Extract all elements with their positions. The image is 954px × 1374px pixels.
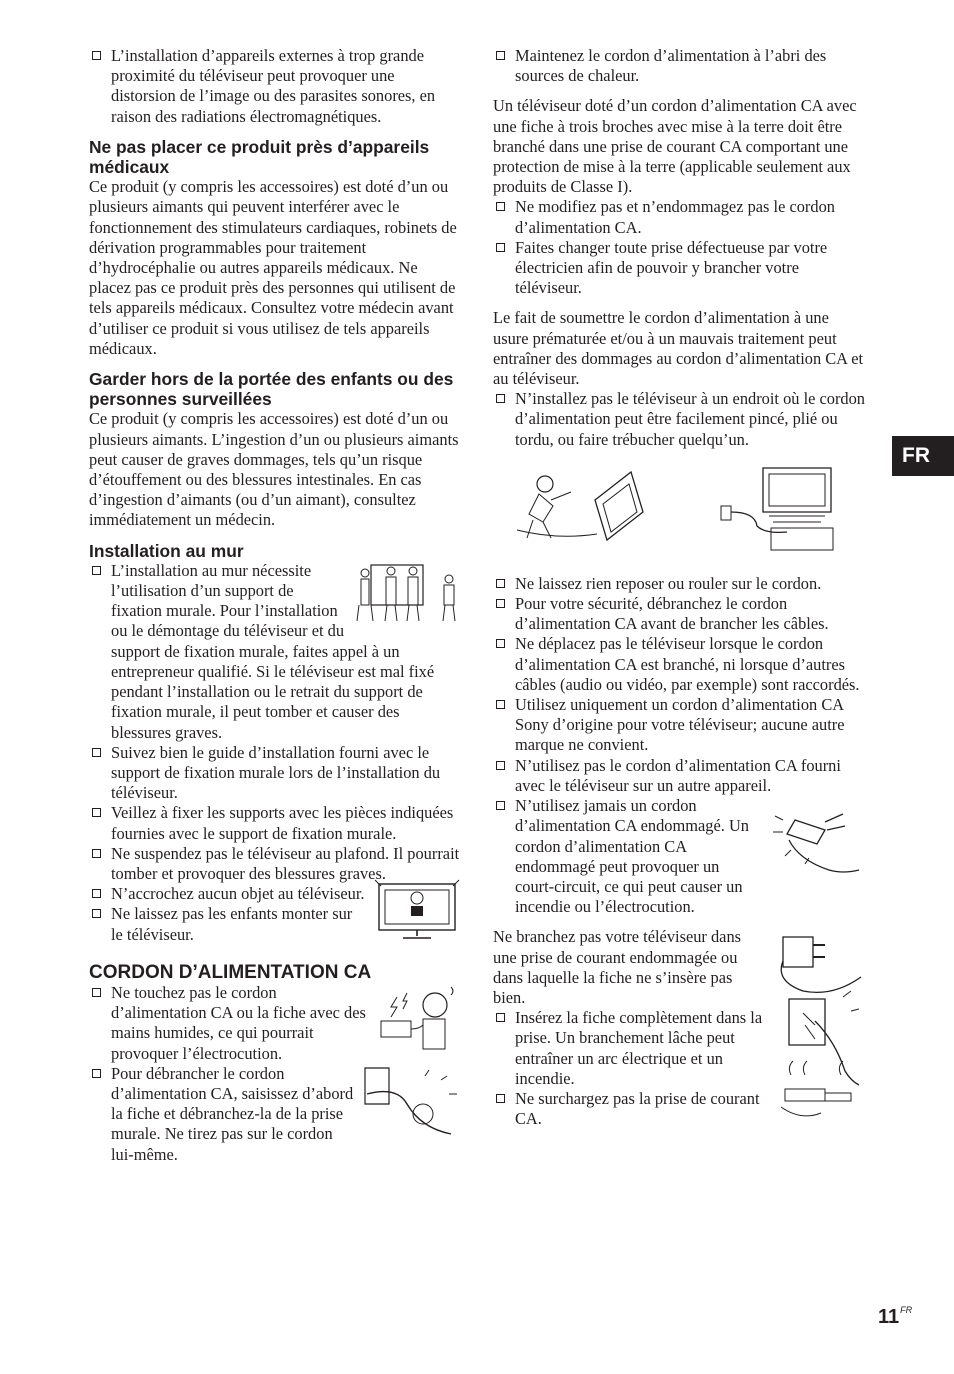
ground-paragraph: Un téléviseur doté d’un cordon d’alimentation CA avec une fiche à trois broches avec mise à la terre doit être branché dans une prise de courant CA comportant une protection de mise à la terre (applicable seulement aux produits de Classe I). — [493, 96, 857, 197]
electric-shock-icon — [377, 983, 461, 1061]
plug-pull-icon — [361, 1064, 461, 1142]
language-tab: FR — [892, 436, 954, 476]
damaged-cord-illustration — [765, 800, 865, 880]
list-item: Faites changer toute prise défectueuse par votre électricien afin de pouvoir y brancher votre téléviseur. — [493, 238, 865, 299]
damaged-plug-icon — [765, 800, 865, 880]
cord-list — [89, 983, 461, 1165]
medical-heading: Ne pas placer ce produit près d’appareils médicaux — [89, 136, 430, 178]
list-item: Pour débrancher le cordon d’alimentation CA, saisissez d’abord la fiche et débranchez-la de la prise murale. Ne tirez pas sur le cordon lui-même. — [89, 1064, 461, 1165]
ground-list — [493, 197, 865, 298]
list-item: Ne laissez pas les enfants monter sur le téléviseur. — [89, 904, 461, 944]
children-body: Ce produit (y compris les accessoires) est doté d’un ou plusieurs aimants. L’ingestion d’un ou plusieurs aimants peut causer de graves dommages, tels qu’un risque d’étouffement ou des blessures intestinales. En cas d’ingestion d’aimants (ou d’un aimant), consultez immédiatement un médecin. — [89, 409, 459, 530]
page-lang: FR — [900, 1305, 913, 1315]
page-number: $11^{FR}$ — [878, 1305, 913, 1328]
right-column — [493, 46, 865, 1137]
list-item: Ne laissez rien reposer ou rouler sur le cordon. — [493, 574, 865, 594]
list-item: L’installation au mur nécessite l’utilisation d’un support de fixation murale. Pour l’installation ou le démontage du téléviseur et du support de fixation murale, faites appel à un entrepreneur qualifié. Si le téléviseur est mal fixé pendant l’installation ou le retrait du support de fixation murale, il peut tomber et causer des blessures graves. — [89, 561, 461, 743]
cord-hazard-illustration — [493, 460, 865, 560]
trip-hazard-icon — [511, 460, 851, 560]
list-item: Utilisez uniquement un cordon d’alimentation CA Sony d’origine pour votre téléviseur; aucune autre marque ne convient. — [493, 695, 865, 756]
left-column — [89, 46, 461, 1165]
list-item: Ne surchargez pas la prise de courant CA. — [493, 1089, 865, 1129]
wall-list — [89, 561, 461, 945]
list-item: Ne déplacez pas le téléviseur lorsque le cordon d’alimentation CA est branché, ni lorsque d’autres câbles (audio ou vidéo, par exemple) sont raccordés. — [493, 634, 865, 695]
list-item: L’installation d’appareils externes à trop grande proximité du téléviseur peut provoquer une distorsion de l’image ou des parasites sonores, en raison des radiations électromagnétiques. — [89, 46, 461, 127]
unplug-illustration — [361, 1064, 461, 1142]
socket-block — [493, 927, 865, 1129]
list-item: Ne modifiez pas et n’endommagez pas le cordon d’alimentation CA. — [493, 197, 865, 237]
children-heading: Garder hors de la portée des enfants ou des personnes surveillées — [89, 369, 454, 410]
list-item: Ne suspendez pas le téléviseur au plafond. Il pourrait tomber et provoquer des blessures graves. — [89, 844, 461, 884]
list-item: Pour votre sécurité, débranchez le cordon d’alimentation CA avant de brancher les câbles. — [493, 594, 865, 634]
intro-list — [89, 46, 461, 127]
socket-paragraph: Ne branchez pas votre téléviseur dans une prise de courant endommagée ou dans laquelle la fiche ne s’insère pas bien. — [493, 927, 742, 1007]
socket-list — [493, 1008, 865, 1129]
list-item: Ne touchez pas le cordon d’alimentation CA ou la fiche avec des mains humides, ce qui pourrait provoquer l’électrocution. — [89, 983, 461, 1064]
wear-list — [493, 389, 865, 450]
list-item: N’installez pas le téléviseur à un endroit où le cordon d’alimentation peut être facilement pincé, plié ou tordu, ou faire trébucher quelqu’un. — [493, 389, 865, 450]
heat-list — [493, 46, 865, 86]
wall-install-illustration — [351, 561, 461, 623]
cord-care-list — [493, 574, 865, 917]
list-item: Suivez bien le guide d’installation fourni avec le support de fixation murale lors de l’installation du téléviseur. — [89, 743, 461, 804]
wet-hands-illustration — [377, 983, 461, 1061]
cord-heading: CORDON D’ALIMENTATION CA — [89, 961, 372, 983]
installers-icon — [351, 561, 461, 623]
list-item: Veillez à fixer les supports avec les pièces indiquées fournies avec le support de fixation murale. — [89, 803, 461, 843]
list-item: Maintenez le cordon d’alimentation à l’abri des sources de chaleur. — [493, 46, 865, 86]
wear-paragraph: Le fait de soumettre le cordon d’alimentation à une usure prématurée et/ou à un mauvais traitement peut entraîner des dommages au cordon d’alimentation CA et au téléviseur. — [493, 308, 864, 389]
list-item: N’utilisez pas le cordon d’alimentation CA fourni avec le téléviseur sur un autre appareil. — [493, 756, 865, 796]
list-item: N’utilisez jamais un cordon d’alimentation CA endommagé. Un cordon d’alimentation CA endommagé peut provoquer un court-circuit, ce qui peut causer un incendie ou l’électrocution. — [493, 796, 865, 917]
medical-body: Ce produit (y compris les accessoires) est doté d’un ou plusieurs aimants qui peuvent interférer avec le fonctionnement des stimulateurs cardiaques, robinets de dérivation programmables pour traitement d’hydrocéphalie ou autres appareils médicaux. Ne placez pas ce produit près des personnes qui utilisent de tels appareils médicaux. Consultez votre médecin avant d’utiliser ce produit si vous utilisez de tels appareils médicaux. — [89, 177, 457, 358]
list-item: Insérez la fiche complètement dans la prise. Un branchement lâche peut entraîner un arc électrique et un incendie. — [493, 1008, 865, 1089]
list-item: N’accrochez aucun objet au téléviseur. — [89, 884, 461, 904]
wall-heading: Installation au mur — [89, 540, 244, 561]
